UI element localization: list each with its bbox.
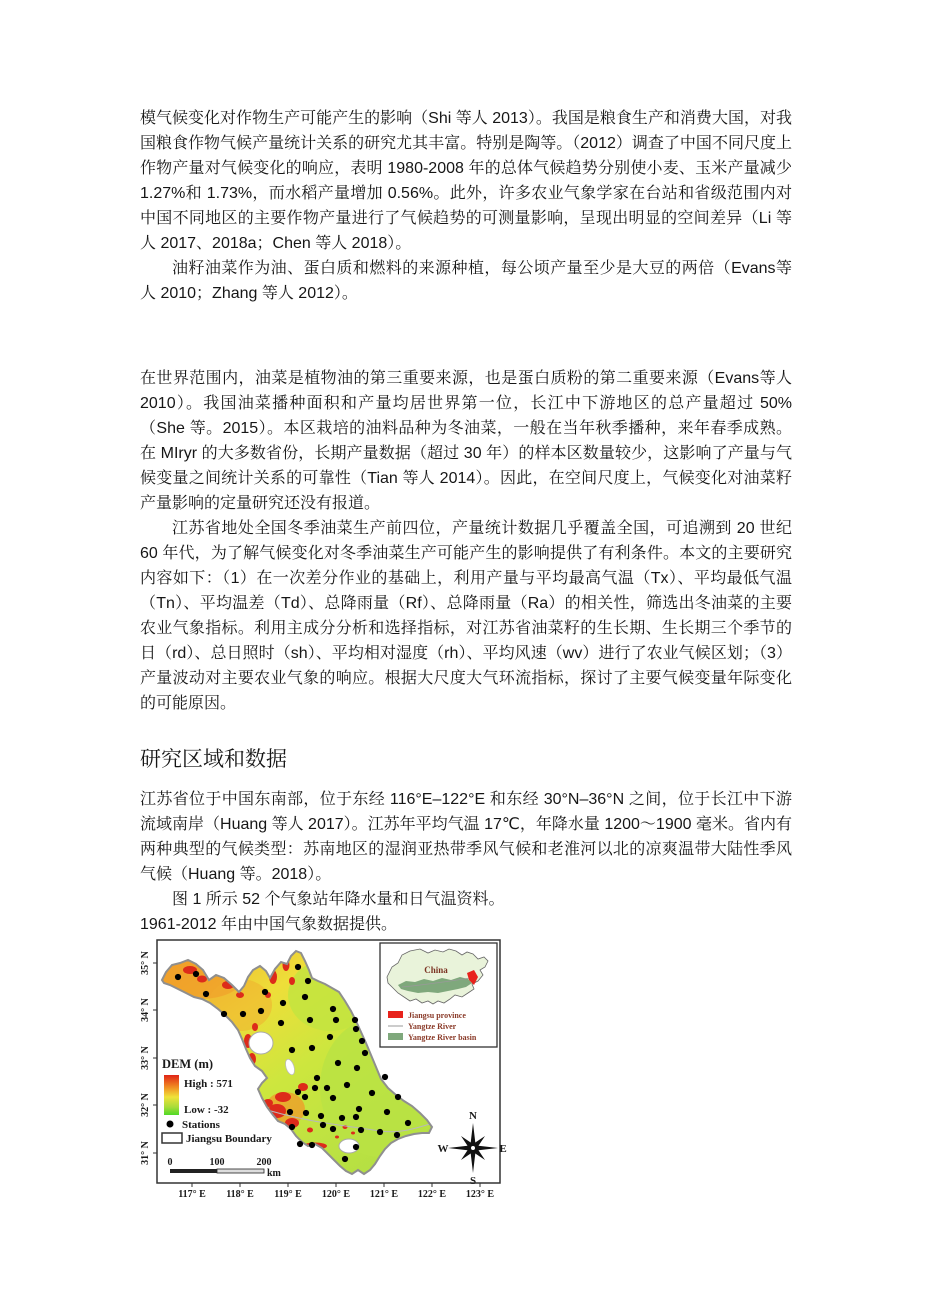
- station-dot: [356, 1106, 362, 1112]
- station-dot: [240, 1011, 246, 1017]
- station-dot: [303, 1110, 309, 1116]
- station-dot: [302, 1094, 308, 1100]
- station-dot: [335, 1060, 341, 1066]
- station-dot: [377, 1129, 383, 1135]
- scale-tick-200: 200: [256, 1157, 272, 1168]
- lon-label: 117° E: [178, 1189, 206, 1200]
- station-dot: [203, 991, 209, 997]
- inset-legend-swatch-jiangsu: [388, 1011, 403, 1018]
- station-dot: [307, 1017, 313, 1023]
- scale-bar-segment-dark: [170, 1169, 217, 1173]
- paragraph-study-area: 江苏省位于中国东南部，位于东经 116°E–122°E 和东经 30°N–36°N 之间，位于长江中下游流域南岸（Huang 等人 2017）。江苏年平均气温 17℃，年降水量 1200～1900 毫米。省内有两种典型的气候类型：苏南地区的湿润亚热带季风气候和老淮河以北的凉爽温带大陆性季风气候（Huang 等。2018）。: [140, 791, 792, 883]
- paragraph-worldwide: 在世界范围内，油菜是植物油的第三重要来源，也是蛋白质粉的第二重要来源（Evans等人 2010）。我国油菜播种面积和产量均居世界第一位，长江中下游地区的总产量超过 50%（She 等。2015）。本区栽培的油料品种为冬油菜，一般在当年秋季播种，来年春季成熟。在 MIryr 的大多数省份，长期产量数据（超过 30 年）的样本区数量较少，这影响了产量与气候变量之间统计关系的可靠性（Tian 等人 2014）。因此，在空间尺度上，气候变化对油菜籽产量影响的定量研究还没有报道。: [140, 370, 792, 512]
- dem-low-label: Low : -32: [184, 1104, 229, 1116]
- station-dot: [314, 1075, 320, 1081]
- station-dot: [327, 1034, 333, 1040]
- station-dot: [318, 1113, 324, 1119]
- lon-label: 118° E: [226, 1189, 254, 1200]
- paragraph-jiangsu-production: 江苏省地处全国冬季油菜生产前四位，产量统计数据几乎覆盖全国，可追溯到 20 世纪 60 年代，为了解气候变化对冬季油菜生产可能产生的影响提供了有利条件。本文的主要研究内容如下：（1）在一次差分作业的基础上，利用产量与平均最高气温（Tx）、平均最低气温（Tn）、平均温差（Td）、总降雨量（Rf）、总降雨量（Ra）的相关性，筛选出冬油菜的主要农业气象指标。利用主成分分析和选择指标，对江苏省油菜籽的生长期、生长期三个季节的日（rd）、总日照时（sh）、平均相对湿度（rh）、平均风速（wv）进行了农业气候区划；（3）产量波动对主要农业气象的响应。根据大尺度大气环流指标，探讨了主要气候变量年际变化的可能原因。: [140, 520, 792, 712]
- station-dot: [320, 1122, 326, 1128]
- lat-label: 34° N: [140, 998, 151, 1022]
- station-dot: [330, 1126, 336, 1132]
- figure-1-map: [140, 937, 792, 1213]
- station-dot: [358, 1127, 364, 1133]
- boundary-legend-label: Jiangsu Boundary: [186, 1133, 272, 1145]
- station-dot: [302, 994, 308, 1000]
- stations-legend-label: Stations: [182, 1119, 220, 1131]
- station-dot: [382, 1074, 388, 1080]
- station-dot: [295, 1089, 301, 1095]
- station-dot: [324, 1085, 330, 1091]
- station-dot: [193, 971, 199, 977]
- station-dot: [262, 989, 268, 995]
- boundary-legend-swatch: [162, 1133, 182, 1143]
- paragraph-figure-intro: 图 1 所示 52 个气象站年降水量和日气温资料。: [172, 891, 505, 908]
- station-dot: [280, 1000, 286, 1006]
- inset-legend-label-jiangsu: Jiangsu province: [408, 1011, 466, 1020]
- station-dot: [309, 1142, 315, 1148]
- paragraph-data-source: 1961-2012 年由中国气象数据提供。: [140, 916, 397, 933]
- station-dot: [289, 1124, 295, 1130]
- station-dot: [394, 1132, 400, 1138]
- station-dot: [352, 1017, 358, 1023]
- compass-w: W: [437, 1143, 449, 1155]
- inset-china-map: [380, 943, 497, 1047]
- compass-s: S: [469, 1175, 477, 1187]
- lon-label: 119° E: [274, 1189, 302, 1200]
- lat-axis-labels: [140, 950, 151, 1164]
- inset-legend-label-river: Yangtze River: [408, 1022, 457, 1031]
- lat-label: 33° N: [140, 1046, 151, 1070]
- lon-axis-labels: [178, 1189, 494, 1200]
- station-dot: [369, 1090, 375, 1096]
- scale-tick-100: 100: [209, 1157, 225, 1168]
- station-dot: [353, 1114, 359, 1120]
- station-dot: [333, 1017, 339, 1023]
- station-dot: [287, 1109, 293, 1115]
- lat-label: 32° N: [140, 1093, 151, 1117]
- station-dot: [362, 1050, 368, 1056]
- lat-label: 35° N: [140, 951, 151, 975]
- lat-label: 31° N: [140, 1141, 151, 1165]
- station-dot: [405, 1120, 411, 1126]
- compass-hub-center: [471, 1146, 475, 1150]
- paragraph-continuation: 模气候变化对作物生产可能产生的影响（Shi 等人 2013）。我国是粮食生产和消费大国，对我国粮食作物气候产量统计关系的研究尤其丰富。特别是陶等。（2012）调查了中国不同尺度上作物产量对气候变化的响应，表明 1980-2008 年的总体气候趋势分别使小麦、玉米产量减少 1.27%和 1.73%，而水稻产量增加 0.56%。此外，许多农业气象学家在台站和省级范围内对中国不同地区的主要作物产量进行了气候趋势的可测量影响，呈现出明显的空间差异（Li 等人 2017、2018a；Chen 等人 2018）。: [140, 110, 792, 252]
- dem-high-label: High : 571: [184, 1078, 233, 1090]
- station-dot: [221, 1011, 227, 1017]
- section-heading: 研究区域和数据: [140, 748, 287, 771]
- scale-tick-0: 0: [167, 1157, 173, 1168]
- station-dot: [309, 1045, 315, 1051]
- station-dot: [344, 1082, 350, 1088]
- jiangsu-dem-map: [140, 937, 520, 1205]
- station-dot: [175, 974, 181, 980]
- compass-n: N: [469, 1110, 477, 1122]
- station-dot: [305, 978, 311, 984]
- dem-legend-title: DEM (m): [162, 1057, 214, 1071]
- scale-bar-segment-light: [217, 1169, 264, 1173]
- lon-label: 120° E: [321, 1189, 351, 1200]
- inset-legend-swatch-basin: [388, 1033, 403, 1040]
- station-dot: [395, 1094, 401, 1100]
- lon-label: 122° E: [417, 1189, 447, 1200]
- station-dot: [339, 1115, 345, 1121]
- paragraph-rapeseed: 油籽油菜作为油、蛋白质和燃料的来源种植，每公顷产量至少是大豆的两倍（Evans等人 2010；Zhang 等人 2012）。: [140, 260, 792, 302]
- station-dot: [295, 964, 301, 970]
- station-dot: [353, 1144, 359, 1150]
- stations-legend-dot: [167, 1121, 174, 1128]
- station-dot: [297, 1141, 303, 1147]
- station-dot: [353, 1026, 359, 1032]
- document-content: [140, 106, 792, 1213]
- compass-e: E: [499, 1143, 507, 1155]
- station-dot: [330, 1006, 336, 1012]
- lon-label: 123° E: [465, 1189, 495, 1200]
- station-dot: [359, 1038, 365, 1044]
- china-country-label: China: [424, 965, 448, 975]
- station-dot: [278, 1020, 284, 1026]
- station-dot: [354, 1065, 360, 1071]
- dem-color-ramp: [164, 1075, 179, 1115]
- station-dot: [289, 1047, 295, 1053]
- station-dot: [330, 1095, 336, 1101]
- station-dot: [342, 1156, 348, 1162]
- inset-legend-label-basin: Yangtze River basin: [408, 1033, 477, 1042]
- station-dot: [258, 1008, 264, 1014]
- station-dot: [312, 1085, 318, 1091]
- scale-unit: km: [267, 1168, 281, 1179]
- lon-label: 121° E: [369, 1189, 399, 1200]
- station-dot: [384, 1109, 390, 1115]
